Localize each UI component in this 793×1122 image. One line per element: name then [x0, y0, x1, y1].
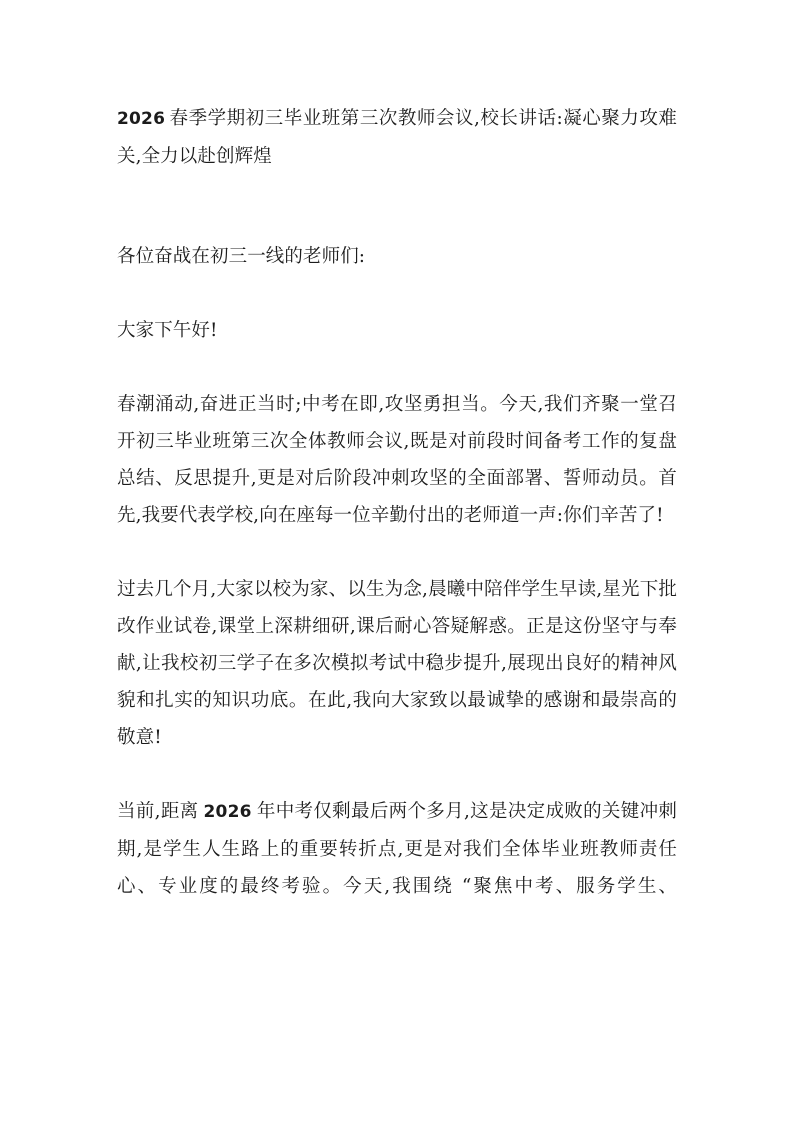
- body-paragraph-3: [117, 793, 677, 905]
- spacer-after-greeting: [117, 349, 677, 386]
- greeting: 大家下午好!: [117, 320, 218, 341]
- document-text-body: [117, 100, 677, 905]
- paragraph-3-year: 2026: [203, 802, 252, 822]
- spacer-after-paragraph-2: [117, 756, 677, 793]
- document-title: [117, 100, 677, 175]
- title-text: 春季学期初三毕业班第三次教师会议,校长讲话:凝心聚力攻难关,全力以赴创辉煌: [117, 108, 677, 167]
- spacer-after-title: [117, 175, 677, 238]
- paragraph-3-lead: 当前,距离: [117, 801, 199, 822]
- spacer-after-paragraph-1: [117, 534, 677, 571]
- body-paragraph-2: 过去几个月,大家以校为家、以生为念,晨曦中陪伴学生早读,星光下批改作业试卷,课堂上深耕细研,课后耐心答疑解惑。正是这份坚守与奉献,让我校初三学子在多次模拟考试中稳步提升,展现出良好的精神风貌和扎实的知识功底。在此,我向大家致以最诚挚的感谢和最崇高的敬意!: [117, 579, 677, 748]
- body-paragraph-1: 春潮涌动,奋进正当时;中考在即,攻坚勇担当。今天,我们齐聚一堂召开初三毕业班第三次全体教师会议,既是对前段时间备考工作的复盘总结、反思提升,更是对后阶段冲刺攻坚的全面部署、誓师动员。首先,我要代表学校,向在座每一位辛勤付出的老师道一声:你们辛苦了!: [117, 394, 677, 526]
- title-year: 2026: [117, 109, 166, 129]
- salutation: 各位奋战在初三一线的老师们:: [117, 246, 366, 267]
- paragraph-3-text: 年中考仅剩最后两个多月,这是决定成败的关键冲刺期,是学生人生路上的重要转折点,更是对我们全体毕业班教师责任心、专业度的最终考验。今天,我围绕 “聚焦中考、服务学生、: [117, 801, 677, 897]
- spacer-after-salutation: [117, 275, 677, 312]
